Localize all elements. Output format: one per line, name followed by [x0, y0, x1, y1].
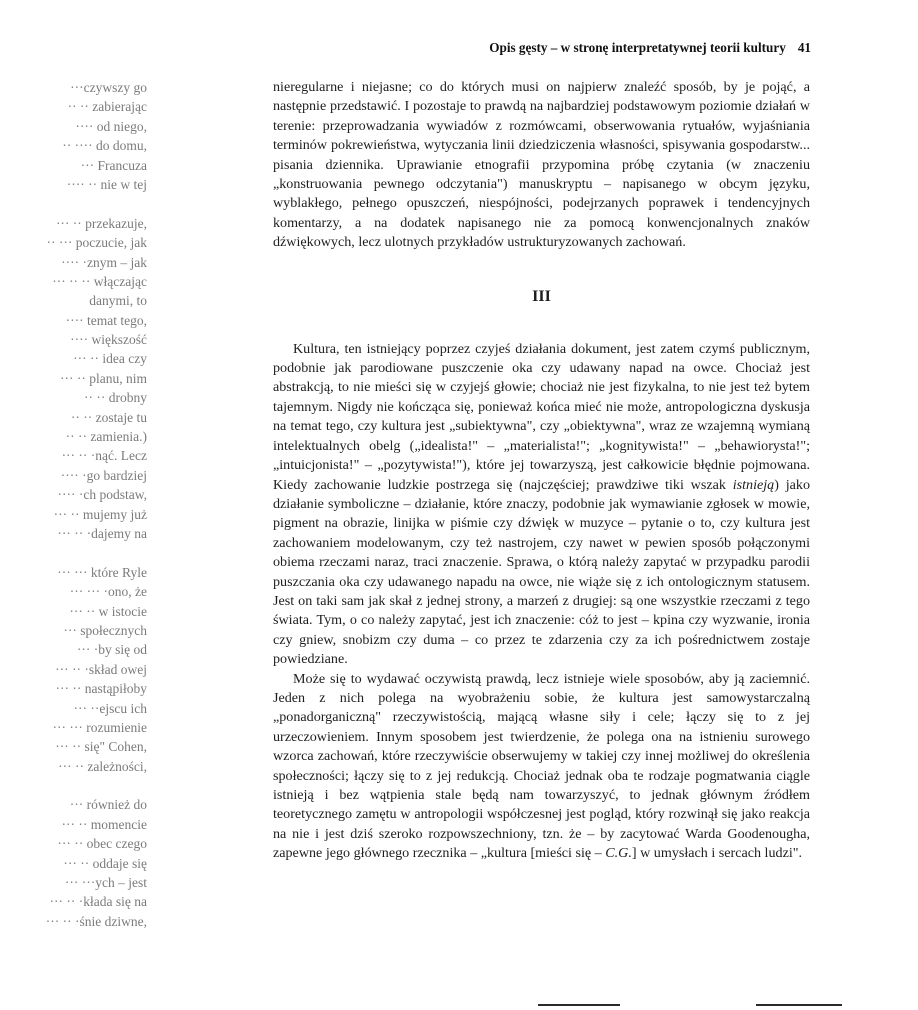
- bleed-line: ··· ·· zależności,: [58, 758, 147, 774]
- bleed-line: ··· ·· ·· włączając: [52, 273, 147, 289]
- bleed-line: ··· ·· nastąpiłoby: [55, 681, 147, 697]
- bleed-line: ···· temat tego,: [65, 312, 147, 328]
- paragraph-text: Może się to wydawać oczywistą prawdą, lecz istnieje wiele sposobów, aby ją zaciemnić. Jeden z nich polega na wyobrażeniu sobie, że kultura jest samowystarczalną „ponadorganiczną" rzeczywistością, mającą własne siły i cele; łączy się to z jej urzeczowieniem. Innym sposobem jest twierdzenie, że polega ona na istnieniu surowego wzorca zachowań, które rzeczywiście obserwujemy w takiej czy innej możliwej do określenia społeczności; łączy się to z jej redukcją. Chociaż jednak oba te rodzaje pogmatwania ciągle istnieją i bez wątpienia stale będą nam towarzyszyć, to jednak głównym źródłem teoretycznego zamętu w antropologii współczesnej jest pogląd, który rozwinął się jako reakcja na nie i jest dziś szeroko rozpowszechniony, tzn. że – by zacytować Warda Goodenougha, zapewne jego głównego rzecznika – „kultura [mieści się –: [273, 670, 810, 862]
- bleed-line: ·· ·· zostaje tu: [70, 409, 147, 425]
- bleed-line: ··· społecznych: [63, 622, 147, 638]
- bottom-rule-left: [538, 1004, 620, 1006]
- bleed-line: ··· ·· ·kłada się na: [49, 894, 147, 910]
- bleed-line: ··· ·· oddaje się: [63, 855, 147, 871]
- bleed-line: ··· ·· momencie: [61, 816, 147, 832]
- running-header: [489, 40, 811, 56]
- bleed-line: ··· Francuza: [80, 157, 147, 173]
- bleed-line: ··· ·· ·skład owej: [55, 661, 147, 677]
- bleed-line: ·· ·· drobny: [84, 390, 147, 406]
- bleed-line: ··· ···ych – jest: [64, 875, 147, 891]
- bleed-line: ··· ·· idea czy: [73, 351, 147, 367]
- bleed-line: ··· ·by się od: [76, 642, 147, 658]
- bleed-line: ··· ·· obec czego: [57, 836, 147, 852]
- bleed-line: ···· od niego,: [75, 118, 147, 134]
- bleed-line: ··· ··· rozumienie: [52, 719, 147, 735]
- intro-paragraph: nieregularne i niejasne; co do których musi on najpierw znaleźć sposób, by je pojąć, a następnie przedstawić. I pozostaje to prawdą na najbardziej podstawowym poziomie działań w terenie: przeprowadzania wywiadów z rozmówcami, obserwowania rytuałów, wyjaśniania terminów pokrewieństwa, wytyczania linii dziedziczenia własności, spisywania gospodarstw... pisania dziennika. Uprawianie etnografii przypomina próbę czytania (w znaczeniu „konstruowania pewnego odczytania") manuskryptu – napisanego w obcym języku, wyblakłego, pełnego opuszczeń, niespójności, podejrzanych poprawek i tendencyjnych komentarzy, a na dodatek napisanego nie za pomocą konwencjonalnych znaków dźwiękowych, lecz ulotnych przykładów ustrukturyzowanych zachowań.: [273, 79, 810, 251]
- bleed-line: ···· ·znym – jak: [61, 254, 147, 270]
- bleed-line: ·· ··· poczucie, jak: [46, 235, 147, 251]
- section-heading: [273, 287, 810, 306]
- bleed-line: ··· ··· które Ryle: [57, 564, 147, 580]
- bleed-gap: [0, 194, 147, 213]
- bleed-line: ··· ·· ·dajemy na: [57, 525, 147, 541]
- bleed-line: ···· ·go bardziej: [60, 467, 147, 483]
- page-number: 41: [797, 40, 811, 55]
- body-paragraph: [273, 340, 810, 670]
- bottom-rule-right: [756, 1004, 842, 1006]
- bleed-line: ··· ··· ·ono, że: [69, 584, 147, 600]
- bleed-gap: [0, 776, 147, 795]
- paragraph-text: ] w umysłach i sercach ludzi".: [631, 845, 803, 862]
- bleed-line: ·· ···· do domu,: [62, 138, 147, 154]
- bleed-line: danymi, to: [89, 293, 147, 309]
- bleed-line: ··· ·· mujemy już: [53, 506, 147, 522]
- bleed-line: ·· ·· zamienia.): [65, 429, 147, 445]
- bleed-line: ···· ·· nie w tej: [66, 176, 147, 192]
- bleed-line: ··· ·· się" Cohen,: [55, 739, 147, 755]
- bleed-gap: [0, 543, 147, 562]
- running-header-title: Opis gęsty – w stronę interpretatywnej teorii kultury: [489, 40, 786, 55]
- bleed-line: ···czywszy go: [70, 80, 147, 95]
- bleed-line: ··· również do: [69, 797, 147, 813]
- bleed-line: ··· ··ejscu ich: [73, 700, 147, 716]
- paragraph-text: ) jako działanie symboliczne – działanie, które znaczy, podobnie jak wymawianie zgłosek w mowie, pigment na obrazie, linijka w piśmie czy dźwięk w muzyce – pytanie o to, czy kultura jest zachowaniem modelowanym, czy też nastrojem, czy nawet w pewien sposób połączonymi obiema rzeczami naraz, traci znaczenie. Sprawa, o którą należy zapytać w przypadku parodii puszczania oka czy udawanego napadu na owce, nie wiąże się z ich ontologicznym statusem. Jest on taki sam jak skał z jednej strony, a marzeń z drugiej: są one wszystkie rzeczami z tego świata. Tym, o co należy zapytać, jest ich znaczenie: cóż to jest – kpina czy wyzwanie, ironia czy gniew, snobizm czy duma – co przez te zdarzenia czy za ich pośrednictwem zostaje powiedziane.: [273, 476, 810, 668]
- bleed-line: ··· ·· w istocie: [69, 603, 147, 619]
- bleed-line: ··· ·· ·śnie dziwne,: [45, 913, 147, 929]
- emphasized-word: istnieją: [732, 476, 775, 493]
- bleed-line: ···· większość: [70, 332, 147, 348]
- section-number: III: [532, 287, 551, 305]
- bleed-line: ···· ·ch podstaw,: [57, 487, 147, 503]
- bleed-line: ··· ·· planu, nim: [60, 370, 147, 386]
- bleed-line: ··· ·· ·nąć. Lecz: [61, 448, 147, 464]
- bleed-through-column: [0, 78, 147, 931]
- main-text-column: [273, 78, 810, 864]
- emphasized-initials: C.G.: [605, 845, 632, 862]
- bleed-line: ··· ·· przekazuje,: [55, 215, 147, 231]
- paragraph-text: Kultura, ten istniejący poprzez czyjeś działania dokument, jest zatem czymś publicznym, podobnie jak parodiowane puszczenie oka czy udawany napad na owce. Chociaż jest abstrakcją, to nie mieści się w czyjejś głowie; chociaż nie jest fizykalna, to nie jest też bytem tajemnym. Nigdy nie kończąca się, ponieważ końca mieć nie może, antropologiczna dyskusja na temat tego, czy kultura jest „subiektywna", czy „obiektywna", wraz ze wzajemną wymianą intelektualnych obelg („idealista!" – „materialista!"; „kognitywista!" – „behawiorysta!"; „intuicjonista!" – „pozytywista!"), które jej towarzyszą, jest całkowicie błędnie pojmowana. Kiedy zachowanie ludzkie postrzega się (najczęściej; prawdziwe tiki wszak: [273, 340, 810, 493]
- bleed-line: ·· ·· zabierając: [67, 99, 147, 115]
- body-paragraph: [273, 670, 810, 864]
